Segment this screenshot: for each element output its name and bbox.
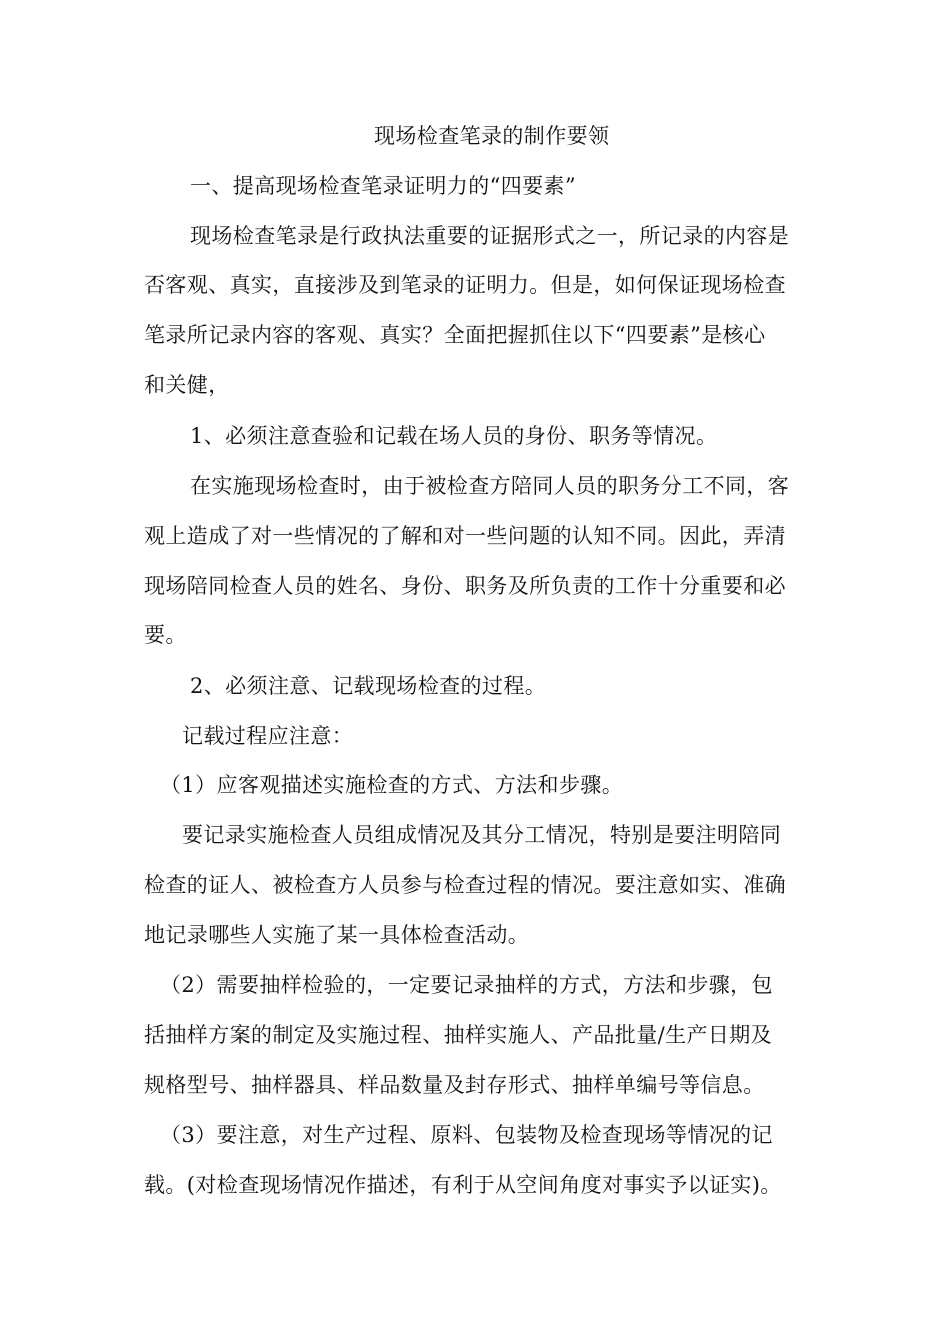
section-heading-1: 一、提高现场检查笔录证明力的“四要素” <box>190 174 577 198</box>
item-heading-2: 2、必须注意、记载现场检查的过程。 <box>190 674 547 698</box>
paragraph-line: 括抽样方案的制定及实施过程、抽样实施人、产品批量/生产日期及 <box>144 1023 773 1047</box>
item-heading-1: 1、必须注意查验和记载在场人员的身份、职务等情况。 <box>190 424 718 448</box>
paragraph-line: 在实施现场检查时，由于被检查方陪同人员的职务分工不同，客 <box>190 474 790 498</box>
paragraph-line: 地记录哪些人实施了某一具体检查活动。 <box>144 923 530 947</box>
sub-item-3: （3）要注意，对生产过程、原料、包装物及检查现场等情况的记 <box>160 1123 773 1147</box>
paragraph-line: 检查的证人、被检查方人员参与检查过程的情况。要注意如实、准确 <box>144 873 786 897</box>
paragraph-line: 否客观、真实，直接涉及到笔录的证明力。但是，如何保证现场检查 <box>144 273 786 297</box>
paragraph-line: 载。(对检查现场情况作描述，有利于从空间角度对事实予以证实)。 <box>144 1173 782 1197</box>
paragraph-line: 要记录实施检查人员组成情况及其分工情况，特别是要注明陪同 <box>182 823 782 847</box>
paragraph-line: 要。 <box>144 623 187 647</box>
paragraph-line: 规格型号、抽样器具、样品数量及封存形式、抽样单编号等信息。 <box>144 1073 765 1097</box>
paragraph-line: 笔录所记录内容的客观、真实？全面把握抓住以下“四要素”是核心 <box>144 323 766 347</box>
document-title: 现场检查笔录的制作要领 <box>374 124 610 148</box>
paragraph-line: 现场陪同检查人员的姓名、身份、职务及所负责的工作十分重要和必 <box>144 574 786 598</box>
sub-item-2: （2）需要抽样检验的，一定要记录抽样的方式，方法和步骤，包 <box>160 973 773 997</box>
paragraph-line: 观上造成了对一些情况的了解和对一些问题的认知不同。因此，弄清 <box>144 524 786 548</box>
paragraph-line: 和关健， <box>144 373 230 397</box>
sub-item-1: （1）应客观描述实施检查的方式、方法和步骤。 <box>160 773 624 797</box>
paragraph-line: 现场检查笔录是行政执法重要的证据形式之一，所记录的内容是 <box>190 224 790 248</box>
paragraph-line: 记载过程应注意： <box>182 724 354 748</box>
